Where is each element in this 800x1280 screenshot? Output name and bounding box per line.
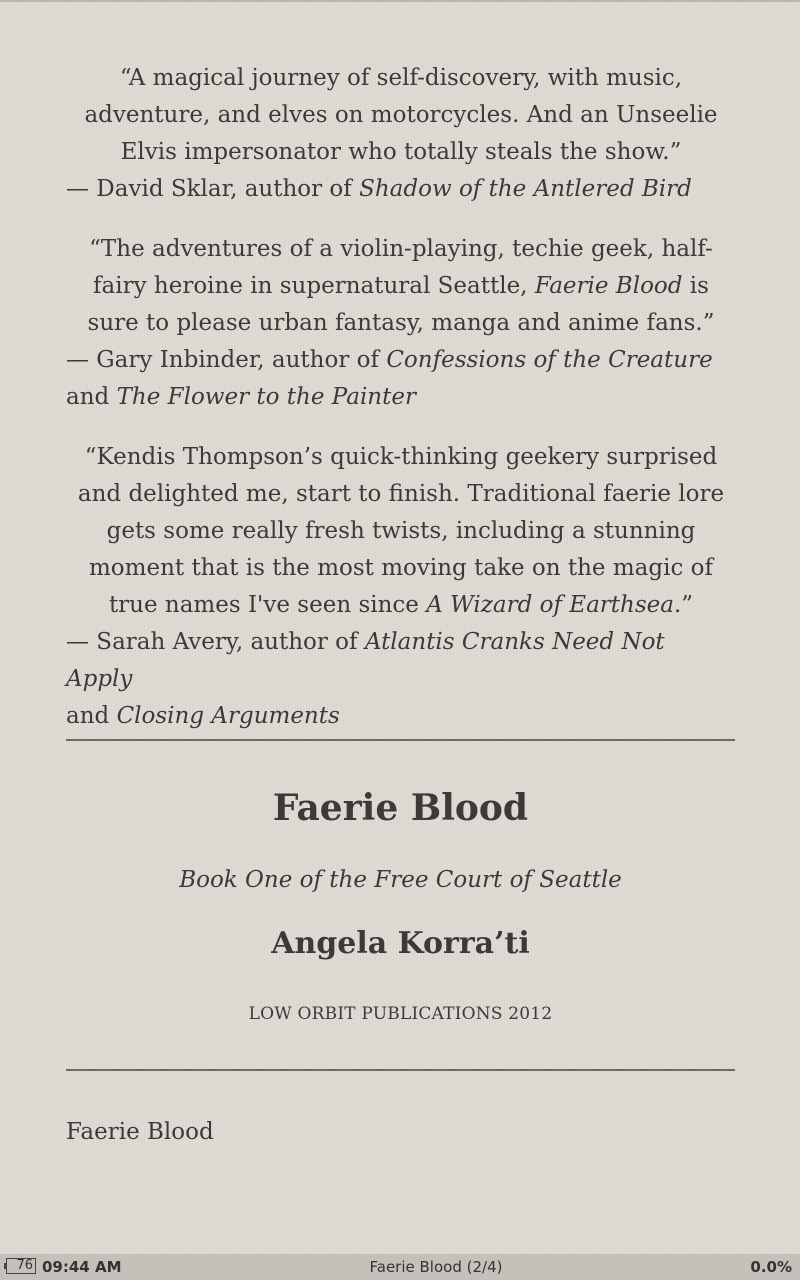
- quote-italic-title: A Wizard of Earthsea: [426, 592, 674, 618]
- book-author: Angela Korra’ti: [271, 926, 530, 961]
- quote-text-span: “The adventures of a violin-playing, techie geek, half-fairy heroine in supernatural Seattle,: [89, 236, 713, 299]
- book-progress-title: Faerie Blood (2/4): [369, 1258, 503, 1276]
- section-divider-bottom: [66, 1069, 735, 1071]
- reading-progress-percent: 0.0%: [750, 1258, 792, 1276]
- title-page-block: [66, 0, 735, 1254]
- book-publisher: LOW ORBIT PUBLICATIONS 2012: [248, 1004, 553, 1024]
- attribution-conjunction: and: [66, 384, 117, 410]
- attribution-work: Shadow of the Antlered Bird: [359, 176, 692, 202]
- attribution-conjunction: and: [66, 703, 117, 729]
- quote-text-span: .”: [673, 592, 694, 618]
- reader-status-bar: [0, 1254, 800, 1280]
- attribution-prefix: — David Sklar, author of: [66, 176, 360, 202]
- quote-text-span: “Kendis Thompson’s quick-thinking geekery surprised and delighted me, start to finish. Traditional faerie lore gets some really fresh twists, including a stunning moment that is the most moving take on the magic of true names I've seen since: [77, 444, 725, 618]
- quote-text-span: “A magical journey of self-discovery, with music, adventure, and elves on motorcycles. And an Unseelie Elvis impersonator who totally steals the show.”: [84, 65, 718, 165]
- battery-icon: 76: [6, 1258, 36, 1274]
- attribution-work: The Flower to the Painter: [116, 384, 416, 410]
- quote-text-span: is sure to please urban fantasy, manga and anime fans.”: [87, 273, 715, 336]
- attribution-work: Atlantis Cranks Need Not Apply: [66, 629, 665, 692]
- attribution-work: Closing Arguments: [116, 703, 340, 729]
- quote-italic-title: Faerie Blood: [534, 273, 683, 299]
- book-subtitle: Book One of the Free Court of Seattle: [179, 867, 622, 893]
- attribution-prefix: — Gary Inbinder, author of: [66, 347, 387, 373]
- clock-time: 09:44 AM: [42, 1258, 122, 1276]
- attribution-prefix: — Sarah Avery, author of: [66, 629, 365, 655]
- next-section-heading: Faerie Blood: [66, 1119, 214, 1145]
- book-title: Faerie Blood: [272, 787, 529, 829]
- attribution-work: Confessions of the Creature: [386, 347, 713, 373]
